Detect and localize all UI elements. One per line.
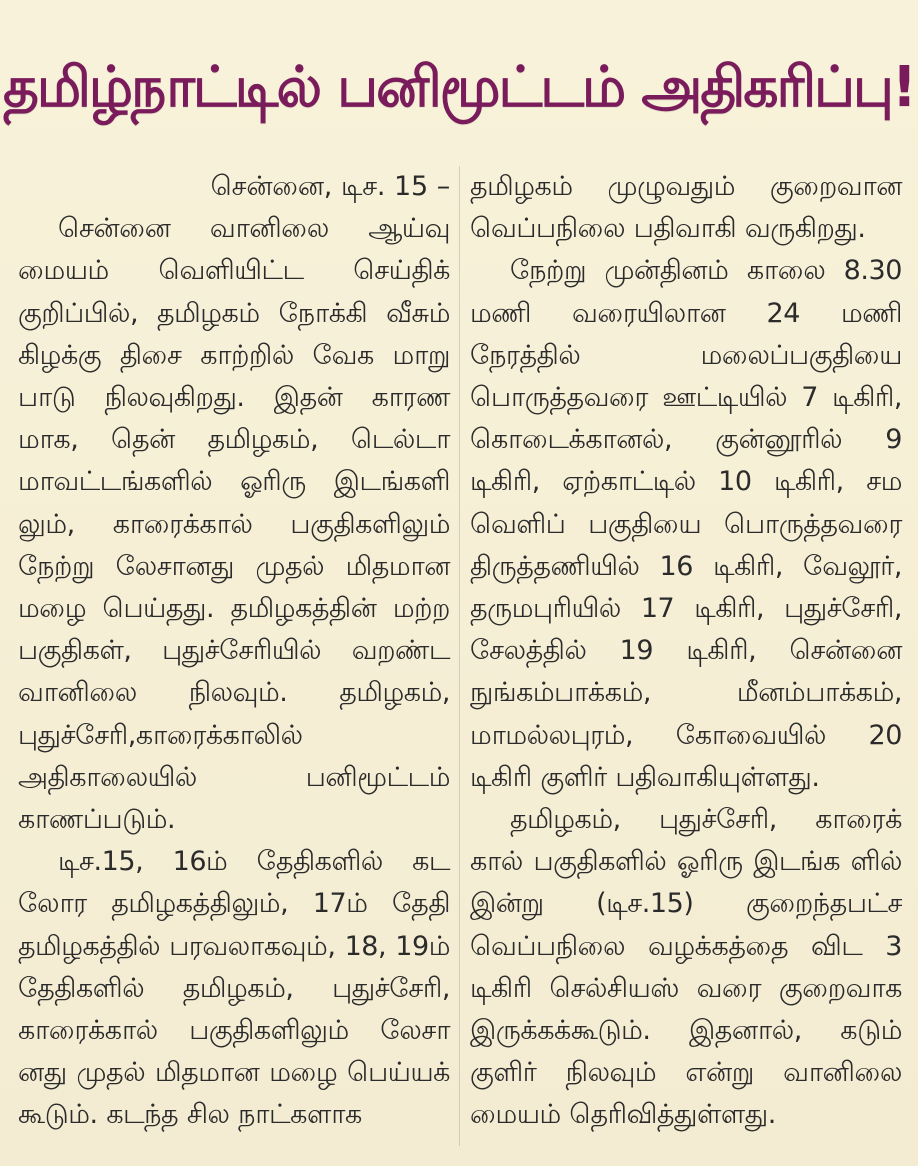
left-column xyxy=(18,166,450,1146)
right-paragraph-2: நேற்று முன்தினம் காலை 8.30 மணி வரையிலான 24 மணி நேரத்தில் மலைப்பகுதியை பொருத்தவரை ஊட்டியில் 7 டிகிரி, கொடைக்கானல், குன்னூரில் 9 டிகிரி, ஏற்காட்டில் 10 டிகிரி, சம வெளிப் பகுதியை பொருத்தவரை திருத்தணியில் 16 டிகிரி, வேலூர், தருமபுரியில் 17 டிகிரி, புதுச்சேரி, சேலத்தில் 19 டிகிரி, சென்னை நுங்கம்பாக்கம், மீனம்பாக்கம், மாமல்லபுரம், கோவையில் 20 டிகிரி குளிர் பதிவாகியுள்ளது. xyxy=(470,255,902,793)
left-paragraph-1: சென்னை வானிலை ஆய்வு மையம் வெளியிட்ட செய்திக் குறிப்பில், தமிழகம் நோக்கி வீசும் கிழக்கு திசை காற்றில் வேக மாறு பாடு நிலவுகிறது. இதன் காரண மாக, தென் தமிழகம், டெல்டா மாவட்டங்களில் ஓரிரு இடங்களி லும், காரைக்கால் பகுதிகளிலும் நேற்று லேசானது முதல் மிதமான மழை பெய்தது. தமிழகத்தின் மற்ற பகுதிகள், புதுச்சேரியில் வறண்ட வானிலை நிலவும். தமிழகம், புதுச்சேரி,காரைக்காலில் அதிகாலையில் பனிமூட்டம் காணப்படும். xyxy=(18,213,450,836)
dateline: சென்னை, டிச. 15 – xyxy=(210,171,450,202)
right-paragraph-3: தமிழகம், புதுச்சேரி, காரைக் கால் பகுதிகளில் ஓரிரு இடங்க ளில் இன்று (டிச.15) குறைந்தபட்ச வெப்பநிலை வழக்கத்தை விட 3 டிகிரி செல்சியஸ் வரை குறைவாக இருக்கக்கூடும். இதனால், கடும் குளிர் நிலவும் என்று வானிலை மையம் தெரிவித்துள்ளது. xyxy=(470,804,902,1131)
headline: தமிழ்நாட்டில் பனிமூட்டம் அதிகரிப்பு! xyxy=(3,55,915,120)
column-divider xyxy=(459,166,460,1146)
right-paragraph-1: தமிழகம் முழுவதும் குறைவான வெப்பநிலை பதிவாகி வருகிறது. xyxy=(470,171,902,245)
right-column xyxy=(470,166,902,1146)
article-body xyxy=(18,166,900,1146)
left-paragraph-2: டிச.15, 16ம் தேதிகளில் கட லோர தமிழகத்திலும், 17ம் தேதி தமிழகத்தில் பரவலாகவும், 18, 19ம் தேதிகளில் தமிழகம், புதுச்சேரி, காரைக்கால் பகுதிகளிலும் லேசா னது முதல் மிதமான மழை பெய்யக் கூடும். கடந்த சில நாட்களாக xyxy=(18,846,450,1131)
